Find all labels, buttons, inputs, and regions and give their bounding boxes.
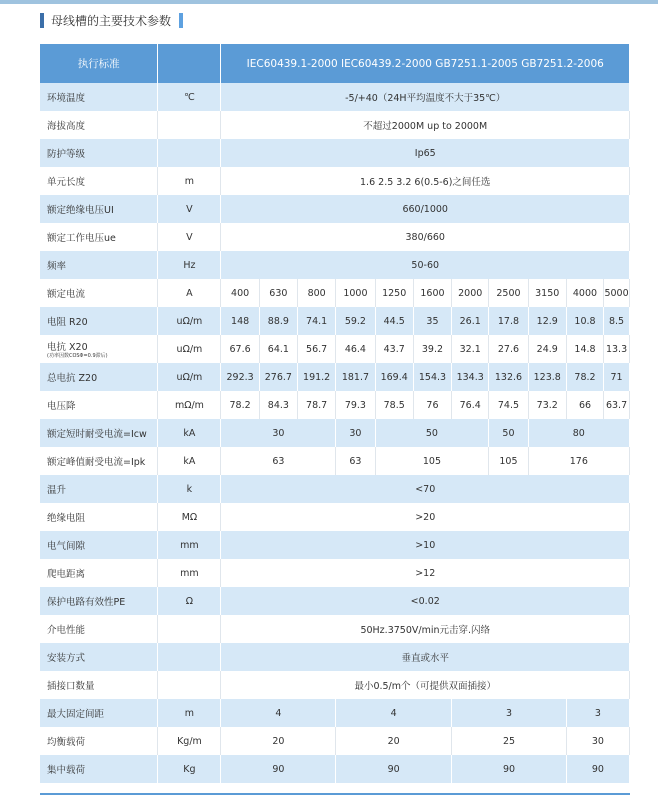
table-row xyxy=(40,587,630,615)
row-value: 垂直或水平 xyxy=(221,643,630,671)
value-cell: 276.7 xyxy=(259,363,297,391)
table-row xyxy=(40,111,630,139)
row-unit: Kg xyxy=(158,755,221,783)
value-cell: 32.1 xyxy=(452,335,489,363)
row-value: 最小0.5/m个（可提供双面插接） xyxy=(221,671,630,699)
value-cell: 3 xyxy=(452,699,567,727)
voltage-drop-row xyxy=(40,391,630,419)
value-cell: 63.7 xyxy=(604,391,630,419)
row-name: 电抗 X20 xyxy=(47,342,88,353)
value-cell: 73.2 xyxy=(528,391,566,419)
row-unit: MΩ xyxy=(158,503,221,531)
row-unit: uΩ/m xyxy=(158,335,221,363)
value-cell: 26.1 xyxy=(452,307,489,335)
row-name: 频率 xyxy=(40,251,158,279)
row-name: 环境温度 xyxy=(40,83,158,111)
row-name: 介电性能 xyxy=(40,615,158,643)
value-cell: 90 xyxy=(452,755,567,783)
title-bar-right xyxy=(179,13,183,28)
row-value: >20 xyxy=(221,503,630,531)
value-cell: 59.2 xyxy=(336,307,375,335)
table-row xyxy=(40,475,630,503)
value-cell: 14.8 xyxy=(566,335,603,363)
rated-current-row xyxy=(40,279,630,307)
header-standards: IEC60439.1-2000 IEC60439.2-2000 GB7251.1-2005 GB7251.2-2006 xyxy=(221,44,630,83)
value-cell: 74.1 xyxy=(298,307,336,335)
row-value: Ip65 xyxy=(221,139,630,167)
current-cell: 2000 xyxy=(452,279,489,307)
row-name: 集中载荷 xyxy=(40,755,158,783)
value-cell: 44.5 xyxy=(375,307,413,335)
value-cell: 4 xyxy=(221,699,336,727)
value-cell: 78.2 xyxy=(221,391,259,419)
value-cell: 84.3 xyxy=(259,391,297,419)
resistance-row xyxy=(40,307,630,335)
row-unit xyxy=(158,111,221,139)
row-name: 保护电路有效性PE xyxy=(40,587,158,615)
value-cell: 134.3 xyxy=(452,363,489,391)
value-cell: 123.8 xyxy=(528,363,566,391)
row-name: 均衡载荷 xyxy=(40,727,158,755)
value-cell: 64.1 xyxy=(259,335,297,363)
value-cell: 76.4 xyxy=(452,391,489,419)
value-cell: 90 xyxy=(566,755,629,783)
row-value: >10 xyxy=(221,531,630,559)
row-unit: uΩ/m xyxy=(158,307,221,335)
section-title-text: 母线槽的主要技术参数 xyxy=(51,13,172,28)
row-unit: k xyxy=(158,475,221,503)
row-name: 电气间隙 xyxy=(40,531,158,559)
row-name: 额定工作电压ue xyxy=(40,223,158,251)
row-unit xyxy=(158,615,221,643)
table-row xyxy=(40,615,630,643)
value-cell: 17.8 xyxy=(489,307,528,335)
value-cell: 67.6 xyxy=(221,335,259,363)
row-unit: mm xyxy=(158,559,221,587)
value-cell: 292.3 xyxy=(221,363,259,391)
value-cell: 80 xyxy=(528,419,629,447)
value-cell: 20 xyxy=(221,727,336,755)
value-cell: 50 xyxy=(489,419,528,447)
row-unit xyxy=(158,139,221,167)
row-unit: Hz xyxy=(158,251,221,279)
row-unit xyxy=(158,643,221,671)
row-value: 不超过2000M up to 2000M xyxy=(221,111,630,139)
row-name: 绝缘电阻 xyxy=(40,503,158,531)
row-unit: kA xyxy=(158,447,221,475)
row-name: 安装方式 xyxy=(40,643,158,671)
row-unit: V xyxy=(158,195,221,223)
value-cell: 30 xyxy=(221,419,336,447)
value-cell: 24.9 xyxy=(528,335,566,363)
current-cell: 630 xyxy=(259,279,297,307)
row-unit: m xyxy=(158,167,221,195)
impedance-row xyxy=(40,363,630,391)
value-cell: 30 xyxy=(336,419,375,447)
value-cell: 25 xyxy=(452,727,567,755)
top-divider xyxy=(0,0,658,4)
current-cell: 400 xyxy=(221,279,259,307)
row-unit xyxy=(158,671,221,699)
title-bar-left xyxy=(40,13,44,28)
fixed-spacing-row xyxy=(40,699,630,727)
value-cell: 78.5 xyxy=(375,391,413,419)
table-row xyxy=(40,167,630,195)
value-cell: 3 xyxy=(566,699,629,727)
row-name: 防护等级 xyxy=(40,139,158,167)
value-cell: 74.5 xyxy=(489,391,528,419)
row-unit: Ω xyxy=(158,587,221,615)
current-cell: 1600 xyxy=(413,279,451,307)
value-cell: 27.6 xyxy=(489,335,528,363)
value-cell: 169.4 xyxy=(375,363,413,391)
reactance-row xyxy=(40,335,630,363)
row-unit: mΩ/m xyxy=(158,391,221,419)
concentrated-load-row xyxy=(40,755,630,783)
value-cell: 12.9 xyxy=(528,307,566,335)
row-value: 50-60 xyxy=(221,251,630,279)
value-cell: 90 xyxy=(336,755,452,783)
current-cell: 4000 xyxy=(566,279,603,307)
row-name: 电压降 xyxy=(40,391,158,419)
value-cell: 63 xyxy=(336,447,375,475)
current-cell: 800 xyxy=(298,279,336,307)
table-row xyxy=(40,643,630,671)
row-unit: kA xyxy=(158,419,221,447)
current-cell: 5000 xyxy=(604,279,630,307)
row-name: 单元长度 xyxy=(40,167,158,195)
current-cell: 3150 xyxy=(528,279,566,307)
row-unit: ℃ xyxy=(158,83,221,111)
value-cell: 46.4 xyxy=(336,335,375,363)
row-name: 最大固定间距 xyxy=(40,699,158,727)
value-cell: 8.5 xyxy=(604,307,630,335)
value-cell: 76 xyxy=(413,391,451,419)
row-unit: V xyxy=(158,223,221,251)
row-name: 爬电距离 xyxy=(40,559,158,587)
value-cell: 148 xyxy=(221,307,259,335)
table-row xyxy=(40,195,630,223)
value-cell: 88.9 xyxy=(259,307,297,335)
value-cell: 13.3 xyxy=(604,335,630,363)
row-name: 总电抗 Z20 xyxy=(40,363,158,391)
value-cell: 56.7 xyxy=(298,335,336,363)
row-value: 1.6 2.5 3.2 6(0.5-6)之间任选 xyxy=(221,167,630,195)
value-cell: 30 xyxy=(566,727,629,755)
value-cell: 10.8 xyxy=(566,307,603,335)
value-cell: 132.6 xyxy=(489,363,528,391)
current-cell: 1000 xyxy=(336,279,375,307)
section-title xyxy=(40,10,183,30)
value-cell: 176 xyxy=(528,447,629,475)
row-value: <0.02 xyxy=(221,587,630,615)
value-cell: 105 xyxy=(375,447,489,475)
current-cell: 1250 xyxy=(375,279,413,307)
row-value: 50Hz.3750V/min元击穿.闪络 xyxy=(221,615,630,643)
value-cell: 181.7 xyxy=(336,363,375,391)
value-cell: 39.2 xyxy=(413,335,451,363)
row-unit: mm xyxy=(158,531,221,559)
value-cell: 4 xyxy=(336,699,452,727)
header-label: 执行标准 xyxy=(40,44,158,83)
value-cell: 79.3 xyxy=(336,391,375,419)
row-unit: uΩ/m xyxy=(158,363,221,391)
short-time-row xyxy=(40,419,630,447)
value-cell: 191.2 xyxy=(298,363,336,391)
row-name: 电阻 R20 xyxy=(40,307,158,335)
row-name: 海拔高度 xyxy=(40,111,158,139)
table-row xyxy=(40,223,630,251)
spec-table xyxy=(40,44,630,783)
balanced-load-row xyxy=(40,727,630,755)
value-cell: 90 xyxy=(221,755,336,783)
row-name: 额定短时耐受电流=Icw xyxy=(40,419,158,447)
row-name: 插接口数量 xyxy=(40,671,158,699)
value-cell: 78.7 xyxy=(298,391,336,419)
value-cell: 66 xyxy=(566,391,603,419)
value-cell: 43.7 xyxy=(375,335,413,363)
table-row xyxy=(40,83,630,111)
row-value: -5/+40（24H平均温度不大于35℃） xyxy=(221,83,630,111)
row-value: <70 xyxy=(221,475,630,503)
table-row xyxy=(40,139,630,167)
row-value: >12 xyxy=(221,559,630,587)
row-name: 额定电流 xyxy=(40,279,158,307)
current-cell: 2500 xyxy=(489,279,528,307)
header-unit xyxy=(158,44,221,83)
row-name-cell xyxy=(40,335,158,363)
value-cell: 50 xyxy=(375,419,489,447)
row-name: 额定绝缘电压UI xyxy=(40,195,158,223)
value-cell: 63 xyxy=(221,447,336,475)
table-row xyxy=(40,251,630,279)
value-cell: 20 xyxy=(336,727,452,755)
row-unit: Kg/m xyxy=(158,727,221,755)
value-cell: 71 xyxy=(604,363,630,391)
row-name: 额定峰值耐受电流=Ipk xyxy=(40,447,158,475)
table-row xyxy=(40,531,630,559)
table-row xyxy=(40,503,630,531)
value-cell: 78.2 xyxy=(566,363,603,391)
row-value: 660/1000 xyxy=(221,195,630,223)
bottom-divider xyxy=(40,793,630,795)
row-unit: m xyxy=(158,699,221,727)
row-unit: A xyxy=(158,279,221,307)
table-row xyxy=(40,559,630,587)
row-value: 380/660 xyxy=(221,223,630,251)
value-cell: 105 xyxy=(489,447,528,475)
value-cell: 154.3 xyxy=(413,363,451,391)
row-note: (功率因数COSΦ=0.9滞后) xyxy=(47,353,108,359)
row-name: 温升 xyxy=(40,475,158,503)
peak-row xyxy=(40,447,630,475)
value-cell: 35 xyxy=(413,307,451,335)
header-row xyxy=(40,44,630,83)
table-row xyxy=(40,671,630,699)
